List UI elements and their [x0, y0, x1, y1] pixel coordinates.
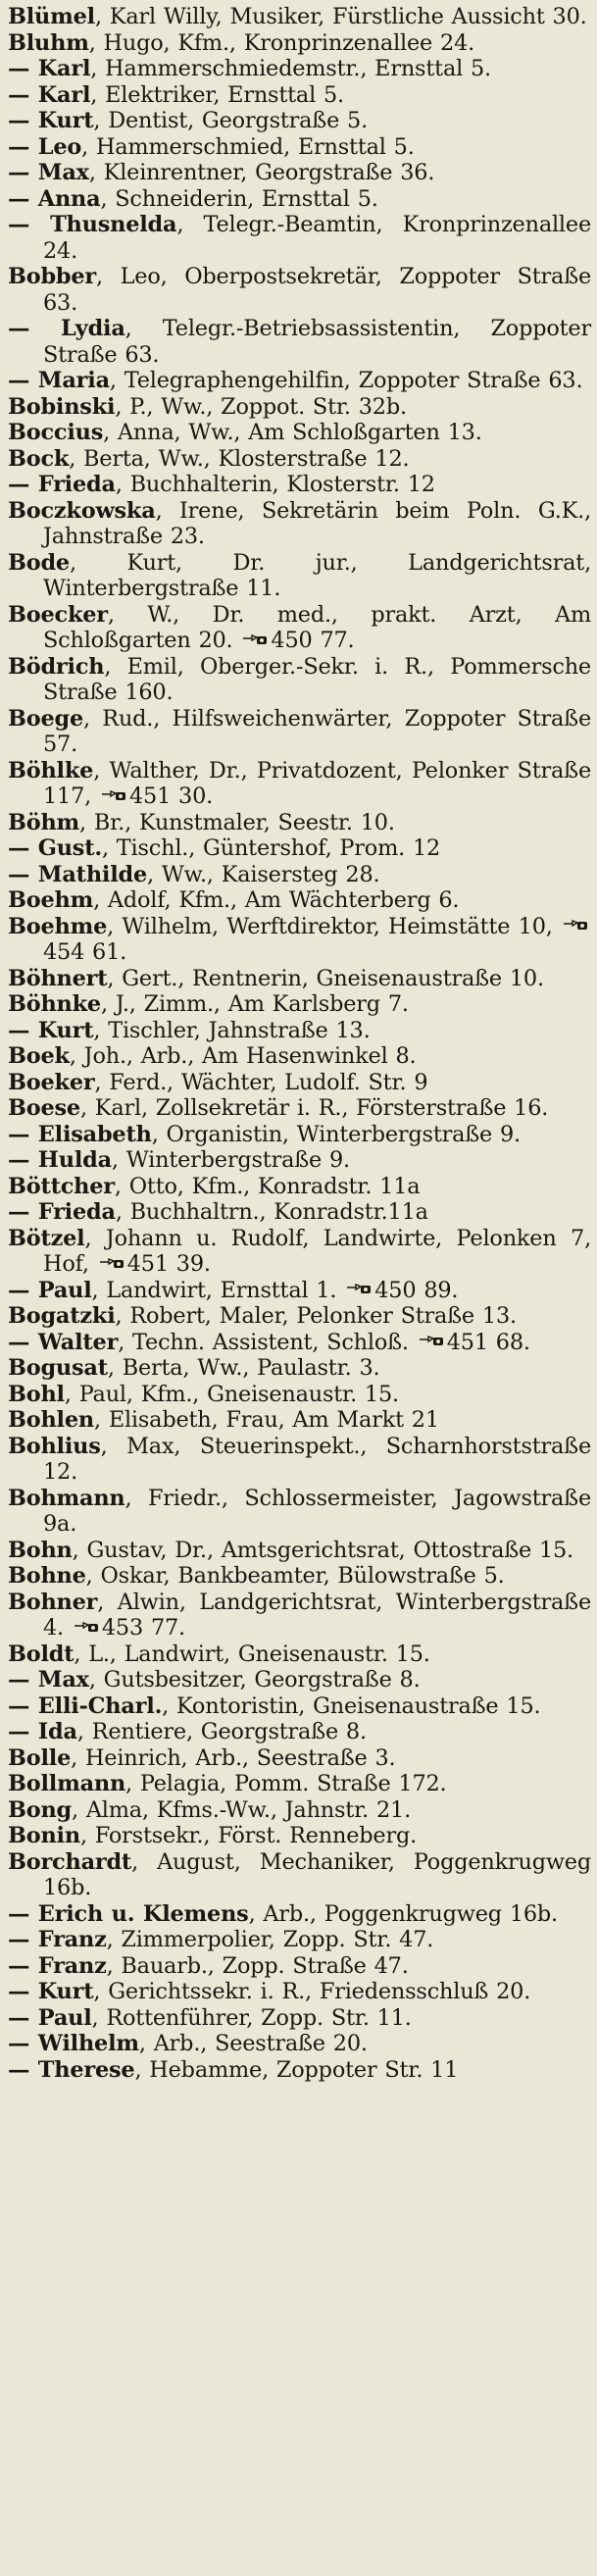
entry-name: Bohner: [8, 1589, 98, 1615]
entry-details: , Berta, Ww., Paulastr. 3.: [107, 1355, 380, 1381]
directory-entry: [8, 1122, 591, 1148]
entry-name: Bohne: [8, 1563, 86, 1589]
entry-name: Bobber: [8, 264, 97, 289]
entry-name: Boek: [8, 1043, 70, 1069]
directory-entry: [8, 1147, 591, 1174]
entry-name: Böhm: [8, 809, 80, 835]
entry-details: , Schneiderin, Ernsttal 5.: [100, 185, 378, 212]
directory-entry: [8, 1693, 591, 1720]
entry-details: , Rentiere, Georgstraße 8.: [76, 1719, 367, 1744]
entry-name: — Kurt: [8, 1017, 94, 1043]
entry-details: , Br., Kunstmaler, Seestr. 10.: [79, 809, 395, 835]
entry-name: Boczkowska: [8, 497, 156, 524]
directory-entry: [8, 394, 591, 421]
entry-name: — Franz: [8, 1927, 107, 1952]
entry-name: Bollmann: [8, 1771, 126, 1796]
entry-details: , Buchhaltrn., Konradstr.11a: [115, 1199, 428, 1225]
directory-entry: [8, 186, 591, 213]
entry-name: Bonin: [8, 1823, 80, 1848]
entry-details: , Landwirt, Ernsttal 1.: [91, 1277, 337, 1303]
directory-entry: [8, 991, 591, 1018]
entry-name: — Paul: [8, 1277, 92, 1303]
entry-details: , Ferd., Wächter, Ludolf. Str. 9: [94, 1069, 428, 1095]
entry-details: , Max, Steuerinspekt., Scharnhorststraße 12.: [43, 1433, 591, 1485]
entry-name: Bolle: [8, 1744, 72, 1771]
entry-name: Boehme: [8, 913, 108, 939]
entry-details: , Heinrich, Arb., Seestraße 3.: [71, 1744, 396, 1771]
entry-details: , Emil, Oberger.-Sekr. i. R., Pommersche Straße 160.: [43, 653, 591, 705]
entry-details: , Friedr., Schlossermeister, Jagowstraße 9a.: [43, 1485, 591, 1537]
entry-details: , August, Mechaniker, Poggenkrugweg 16b.: [43, 1848, 591, 1900]
entry-name: Bödrich: [8, 653, 105, 680]
directory-entry: [8, 1538, 591, 1564]
entry-phone: 450 89.: [374, 1277, 459, 1303]
entry-details: , Karl Willy, Musiker, Fürstliche Aussicht 30.: [94, 4, 587, 29]
directory-entry: [8, 134, 591, 161]
directory-entry: [8, 2031, 591, 2057]
entry-details: , Alma, Kfms.-Ww., Jahnstr. 21.: [72, 1796, 411, 1823]
entry-details: , Rud., Hilfsweichenwärter, Zoppoter Straße 57.: [43, 705, 591, 757]
directory-entry: [8, 1407, 591, 1434]
entry-name: Boecker: [8, 601, 108, 628]
entry-name: Bohmann: [8, 1485, 125, 1511]
entry-name: — Anna: [8, 185, 101, 212]
entry-phone: 450 77.: [271, 628, 355, 653]
directory-entry: [8, 368, 591, 394]
entry-details: , J., Zimm., Am Karlsberg 7.: [100, 991, 409, 1017]
directory-entry: [8, 1667, 591, 1693]
entry-details: , Gert., Rentnerin, Gneisenaustraße 10.: [107, 965, 544, 991]
entry-details: , Walther, Dr., Privatdozent, Pelonker Straße 117,: [43, 757, 591, 809]
directory-entry: [8, 1797, 591, 1824]
entry-details: , Telegr.-Betriebsassistentin, Zoppoter Straße 63.: [43, 316, 591, 368]
directory-entry: [8, 30, 591, 57]
entry-name: — Walter: [8, 1329, 119, 1355]
directory-entry: [8, 1043, 591, 1070]
directory-entry: [8, 1382, 591, 1408]
directory-entry: [8, 706, 591, 758]
telephone-icon: [346, 1284, 372, 1295]
entry-name: Bogatzki: [8, 1303, 116, 1329]
entry-details: , Hugo, Kfm., Kronprinzenallee 24.: [88, 29, 475, 56]
entry-name: — Franz: [8, 1952, 107, 1979]
entry-details: , Winterbergstraße 9.: [111, 1147, 350, 1173]
directory-entry: [8, 1226, 591, 1278]
entry-details: , Kleinrentner, Georgstraße 36.: [88, 160, 435, 185]
entry-details: , Techn. Assistent, Schloß.: [118, 1329, 409, 1355]
directory-entry: [8, 1018, 591, 1044]
entry-name: Bohlius: [8, 1433, 101, 1459]
entry-details: , Hammerschmiedemstr., Ernsttal 5.: [90, 56, 491, 81]
entry-name: — Frieda: [8, 1199, 116, 1225]
entry-details: , Irene, Sekretärin beim Poln. G.K., Jahnstraße 23.: [43, 497, 591, 549]
directory-entry: [8, 2005, 591, 2032]
telephone-icon: [74, 1622, 99, 1634]
entry-details: , Tischler, Jahnstraße 13.: [93, 1017, 371, 1043]
entry-name: Boese: [8, 1095, 80, 1121]
entry-phone: 451 39.: [126, 1251, 211, 1277]
entry-phone: 451 68.: [446, 1329, 530, 1355]
directory-entry: [8, 1849, 591, 1901]
entry-name: Böhnert: [8, 965, 108, 991]
entry-name: Boege: [8, 705, 84, 732]
entry-details: , Rottenführer, Zopp. Str. 11.: [91, 2004, 412, 2031]
entry-name: Bohl: [8, 1381, 65, 1407]
directory-entry: [8, 1927, 591, 1953]
entry-name: Bötzel: [8, 1225, 85, 1251]
entry-name: Blümel: [8, 4, 95, 29]
directory-entry: [8, 1563, 591, 1590]
telephone-icon: [101, 790, 126, 802]
entry-details: , L., Landwirt, Gneisenaustr. 15.: [74, 1641, 430, 1667]
entry-details: , Arb., Poggenkrugweg 16b.: [248, 1900, 558, 1927]
entry-details: , Wilhelm, Werftdirektor, Heimstätte 10,: [107, 913, 553, 939]
entry-name: Bohlen: [8, 1407, 94, 1433]
directory-entry: [8, 1303, 591, 1330]
entry-name: — Erich u. Klemens: [8, 1900, 249, 1927]
entry-details: , Leo, Oberpostsekretär, Zoppoter Straße 63.: [43, 264, 591, 316]
entry-name: Borchardt: [8, 1848, 132, 1875]
entry-details: , Karl, Zollsekretär i. R., Försterstraße 16.: [79, 1095, 549, 1121]
entry-name: — Ida: [8, 1719, 77, 1744]
entry-name: Boehm: [8, 887, 94, 913]
directory-entry: [8, 654, 591, 706]
entry-details: , Zimmerpolier, Zopp. Str. 47.: [106, 1927, 434, 1952]
entry-details: , Gerichtssekr. i. R., Friedensschluß 20.: [93, 1979, 531, 2004]
directory-entry: [8, 2057, 591, 2084]
entry-name: Boldt: [8, 1641, 75, 1667]
directory-entry: [8, 56, 591, 82]
entry-details: , Tischl., Güntershof, Prom. 12: [101, 835, 441, 861]
entry-name: — Lydia: [8, 316, 125, 341]
entry-details: , Organistin, Winterbergstraße 9.: [151, 1121, 521, 1147]
telephone-icon: [419, 1336, 444, 1347]
directory-entry: [8, 1278, 591, 1304]
entry-name: — Maria: [8, 368, 110, 393]
entry-details: , P., Ww., Zoppot. Str. 32b.: [115, 393, 407, 420]
entry-name: Bock: [8, 445, 70, 472]
directory-entry: [8, 966, 591, 992]
entry-phone: 454 61.: [43, 939, 127, 965]
entry-details: , Gustav, Dr., Amtsgerichtsrat, Ottostraße 15.: [72, 1537, 573, 1563]
directory-entry: [8, 1486, 591, 1538]
entry-name: — Leo: [8, 133, 82, 160]
entry-details: , Kontoristin, Gneisenaustraße 15.: [162, 1692, 541, 1719]
entry-details: , Berta, Ww., Klosterstraße 12.: [69, 445, 410, 472]
entry-name: — Kurt: [8, 108, 94, 133]
entry-phone: 451 30.: [128, 783, 214, 809]
entry-details: , Robert, Maler, Pelonker Straße 13.: [115, 1303, 517, 1329]
directory-entry: [8, 212, 591, 264]
entry-details: , Otto, Kfm., Konradstr. 11a: [114, 1173, 421, 1199]
directory-entry: [8, 108, 591, 134]
directory-entry: [8, 264, 591, 316]
directory-entry: [8, 1745, 591, 1772]
entry-details: , Hammerschmied, Ernsttal 5.: [81, 133, 415, 160]
directory-entry: [8, 1953, 591, 1980]
directory-entry: [8, 160, 591, 186]
entry-name: Bong: [8, 1796, 72, 1823]
directory-entry: [8, 1823, 591, 1849]
entry-details: , Alwin, Landgerichtsrat, Winterbergstraße 4.: [43, 1589, 591, 1641]
directory-entry: [8, 1719, 591, 1745]
entry-name: Böhlke: [8, 757, 94, 783]
directory-entry: [8, 1434, 591, 1486]
directory-entry: [8, 810, 591, 836]
entry-details: , Hebamme, Zoppoter Str. 11: [134, 2056, 459, 2083]
entry-name: — Karl: [8, 56, 91, 81]
entry-name: — Max: [8, 160, 89, 185]
directory-entry: [8, 914, 591, 966]
directory-entry: [8, 1095, 591, 1122]
entry-name: — Mathilde: [8, 861, 148, 887]
entry-details: , Joh., Arb., Am Hasenwinkel 8.: [69, 1043, 417, 1069]
entry-name: Bogusat: [8, 1355, 108, 1381]
directory-entry: [8, 4, 591, 30]
directory-entry: [8, 1199, 591, 1226]
entry-name: — Frieda: [8, 472, 116, 497]
entry-details: , Buchhalterin, Klosterstr. 12: [115, 472, 435, 497]
entry-details: , W., Dr. med., prakt. Arzt, Am Schloßgarten 20.: [43, 601, 591, 653]
directory-entry: [8, 420, 591, 446]
entry-name: Boccius: [8, 420, 104, 445]
telephone-icon: [242, 634, 268, 646]
entry-name: — Max: [8, 1667, 89, 1692]
entry-details: , Johann u. Rudolf, Landwirte, Pelonken 7, Hof,: [43, 1225, 591, 1277]
entry-name: Bode: [8, 549, 70, 576]
directory-entry: [8, 316, 591, 368]
entry-details: , Dentist, Georgstraße 5.: [93, 108, 368, 133]
entry-name: — Hulda: [8, 1147, 112, 1173]
entry-name: Bohn: [8, 1537, 73, 1563]
entry-phone: 453 77.: [101, 1615, 185, 1641]
directory-entry: [8, 550, 591, 602]
directory-entry: [8, 862, 591, 888]
telephone-icon: [99, 1258, 124, 1270]
entry-details: , Elektriker, Ernsttal 5.: [90, 81, 344, 108]
directory-entry: [8, 1642, 591, 1668]
entry-name: — Kurt: [8, 1979, 94, 2004]
directory-entry: [8, 1355, 591, 1382]
entry-details: , Forstsekr., Först. Renneberg.: [79, 1823, 418, 1848]
entry-name: — Wilhelm: [8, 2031, 139, 2056]
directory-entry: [8, 1070, 591, 1096]
directory-entry: [8, 498, 591, 550]
entry-details: , Elisabeth, Frau, Am Markt 21: [93, 1407, 439, 1433]
entry-details: , Telegraphengehilfin, Zoppoter Straße 63.: [109, 368, 583, 393]
directory-entry: [8, 446, 591, 473]
telephone-icon: [563, 920, 588, 932]
entry-details: , Anna, Ww., Am Schloßgarten 13.: [103, 420, 482, 445]
entry-details: , Pelagia, Pomm. Straße 172.: [125, 1771, 447, 1796]
directory-entry: [8, 887, 591, 914]
directory-entry: [8, 1901, 591, 1928]
entry-name: Boeker: [8, 1069, 95, 1095]
entry-name: Böhnke: [8, 991, 101, 1017]
directory-entry: [8, 1174, 591, 1200]
directory-entry: [8, 1771, 591, 1797]
directory-entry: [8, 602, 591, 654]
directory-entry: [8, 1979, 591, 2005]
entry-details: , Adolf, Kfm., Am Wächterberg 6.: [93, 887, 460, 913]
entry-details: , Bauarb., Zopp. Straße 47.: [106, 1952, 409, 1979]
entry-details: , Ww., Kaisersteg 28.: [147, 861, 380, 887]
entry-details: , Arb., Seestraße 20.: [138, 2031, 368, 2056]
entry-details: , Telegr.-Beamtin, Kronprinzenallee 24.: [43, 212, 591, 264]
entry-name: — Elisabeth: [8, 1121, 152, 1147]
entry-name: Böttcher: [8, 1173, 115, 1199]
directory-entry: [8, 758, 591, 810]
entry-name: — Paul: [8, 2004, 92, 2031]
entry-details: , Kurt, Dr. jur., Landgerichtsrat, Winterbergstraße 11.: [43, 549, 591, 601]
entry-name: — Gust.: [8, 835, 102, 861]
entry-name: — Karl: [8, 81, 91, 108]
entry-name: Bobinski: [8, 393, 116, 420]
entry-name: — Elli-Charl.: [8, 1692, 163, 1719]
directory-entry: [8, 1590, 591, 1642]
directory-entry: [8, 1330, 591, 1356]
entry-name: Bluhm: [8, 29, 89, 56]
entry-name: — Therese: [8, 2056, 135, 2083]
entry-details: , Paul, Kfm., Gneisenaustr. 15.: [64, 1381, 399, 1407]
directory-entry: [8, 472, 591, 498]
directory-entry: [8, 835, 591, 862]
entry-name: — Thusnelda: [8, 212, 177, 237]
entry-details: , Gutsbesitzer, Georgstraße 8.: [88, 1667, 421, 1692]
directory-entry: [8, 82, 591, 109]
entry-details: , Oskar, Bankbeamter, Bülowstraße 5.: [85, 1563, 505, 1589]
